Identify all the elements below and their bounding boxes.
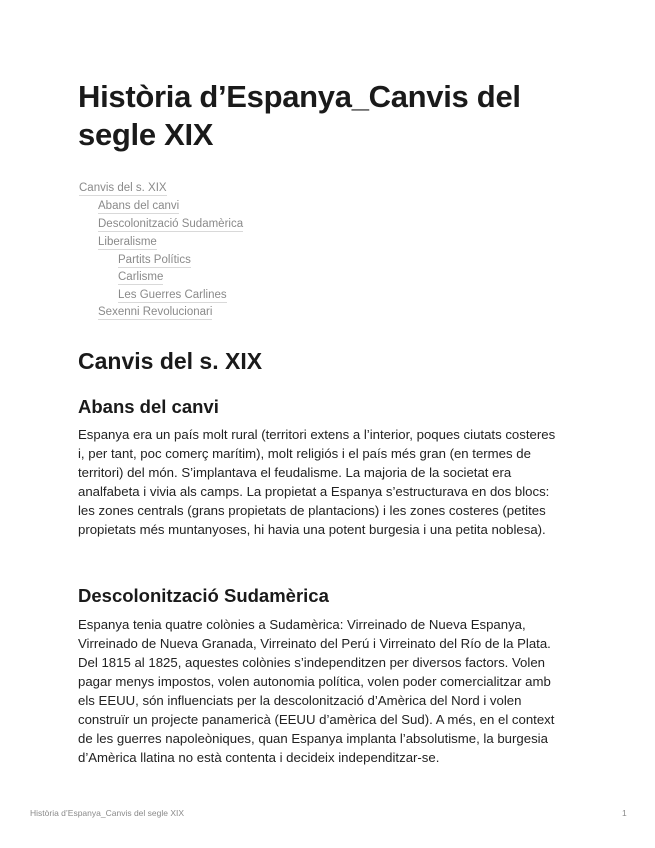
- paragraph-line: analfabeta i vivia als camps. La propietat a Espanya s’estructurava en dos blocs:: [78, 484, 550, 499]
- toc-item-carlisme[interactable]: Carlisme: [118, 271, 164, 283]
- paragraph-line: Espanya tenia quatre colònies a Sudamèrica: Virreinado de Nueva Espanya,: [78, 617, 526, 632]
- paragraph-abans: [78, 425, 578, 539]
- footer-title: Història d’Espanya_Canvis del segle XIX: [30, 808, 185, 818]
- subsection-heading-descolonitzacio: Descolonització Sudamèrica: [78, 585, 329, 606]
- paragraph-line: propietats més muntanyoses, hi havia una potent burgesia i una petita noblesa).: [78, 522, 546, 537]
- paragraph-line: pagar menys impostos, volen autonomia política, volen poder comercialitzar amb: [78, 674, 551, 689]
- paragraph-line: i, per tant, poc comerç marítim), molt religiós i el país més gran (en termes de: [78, 446, 531, 461]
- subsection-heading-abans: Abans del canvi: [78, 396, 219, 417]
- paragraph-line: Del 1815 al 1825, aquestes colònies s’independitzen per diversos factors. Volen: [78, 655, 545, 670]
- document-title: Història d’Espanya_Canvis del segle XIX: [78, 79, 521, 152]
- footer-page-number: 1: [622, 808, 627, 818]
- paragraph-line: Espanya era un país molt rural (territori extens a l’interior, poques ciutats costeres: [78, 427, 556, 442]
- toc-item-abans[interactable]: Abans del canvi: [98, 200, 180, 212]
- toc-item-partits[interactable]: Partits Polítics: [118, 254, 191, 266]
- section-heading: Canvis del s. XIX: [78, 348, 263, 374]
- paragraph-line: construïr un projecte panamericà (EEUU d’amèrica del Sud). A més, en el context: [78, 712, 555, 727]
- toc-item-sexenni[interactable]: Sexenni Revolucionari: [98, 306, 213, 318]
- paragraph-line: territori) del món. S’implantava el feudalisme. La majoria de la societat era: [78, 465, 512, 480]
- toc-item-descolonitzacio[interactable]: Descolonització Sudamèrica: [98, 218, 244, 230]
- paragraph-line: de les guerres napoleòniques, quan Espanya implanta l’absolutisme, la burgesia: [78, 731, 548, 746]
- toc-item-canvis[interactable]: Canvis del s. XIX: [79, 182, 167, 194]
- paragraph-line: els EEUU, són influenciats per la descolonització d’Amèrica del Nord i volen: [78, 693, 522, 708]
- paragraph-line: d’Amèrica llatina no està contenta i decideix independitzar-se.: [78, 750, 440, 765]
- toc-item-guerres-carlines[interactable]: Les Guerres Carlines: [118, 289, 227, 301]
- paragraph-line: Virreinado de Nueva Granada, Virreinato del Perú i Virreinato del Río de la Plata.: [78, 636, 551, 651]
- toc-item-liberalisme[interactable]: Liberalisme: [98, 236, 157, 248]
- paragraph-line: les zones centrals (grans propietats de plantacions) i les zones costeres (petites: [78, 503, 546, 518]
- paragraph-descolonitzacio: [78, 615, 578, 767]
